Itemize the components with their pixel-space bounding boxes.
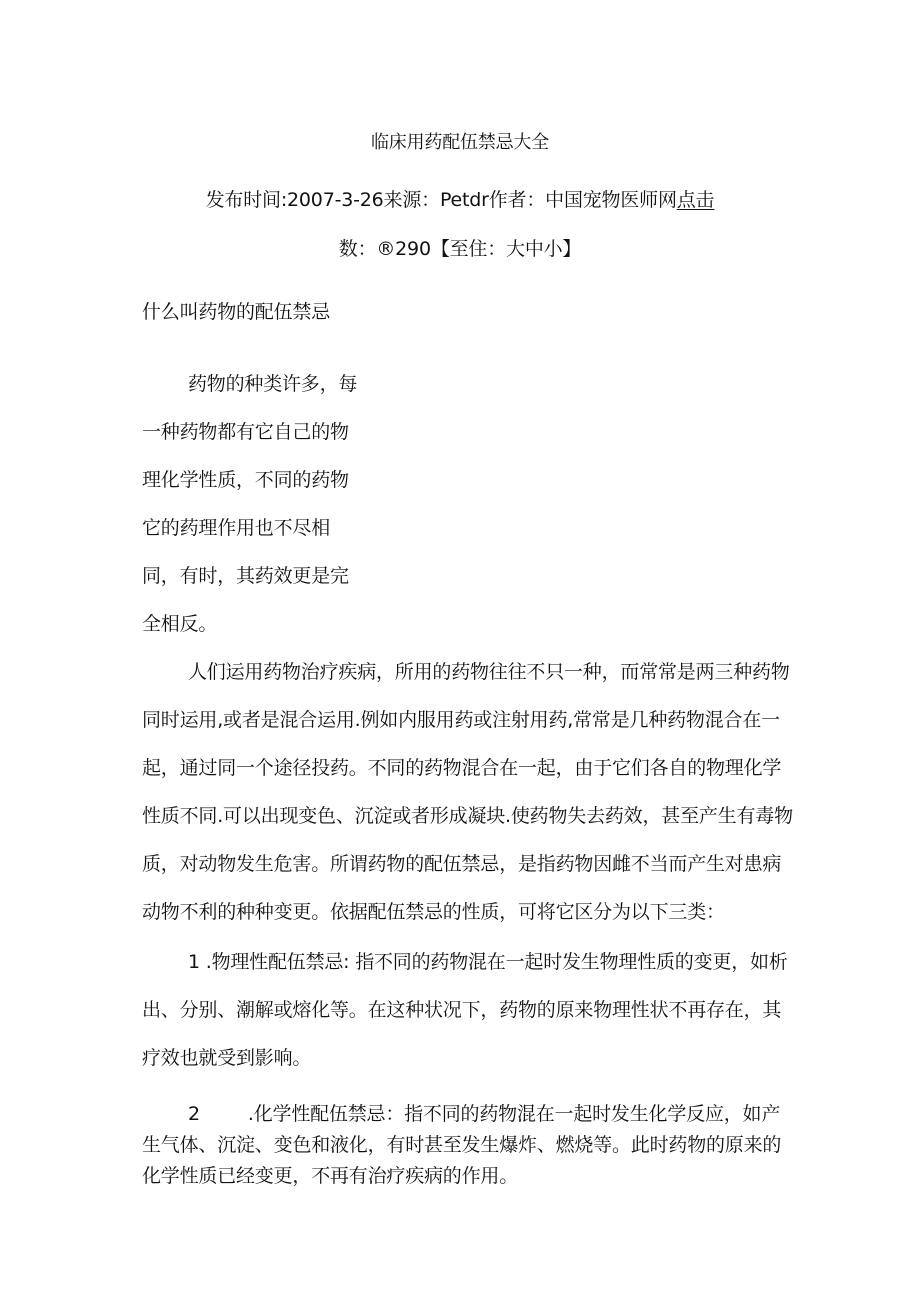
- item-2-text: .化学性配伍禁忌：指不同的药物混在一起时发生化学反应，如产: [247, 1103, 781, 1125]
- narrow-paragraph-line: 药物的种类许多，每: [188, 373, 358, 395]
- item-2-line: 化学性质已经变更，不再有治疗疾病的作用。: [142, 1165, 519, 1187]
- document-title: 临床用药配伍禁忌大全: [371, 132, 549, 153]
- narrow-paragraph-line: 同，有时，其药效更是完: [142, 565, 349, 587]
- item-2-number: 2: [188, 1103, 200, 1125]
- narrow-paragraph-line: 它的药理作用也不尽相: [142, 517, 331, 539]
- section-heading: 什么叫药物的配伍禁忌: [142, 301, 331, 323]
- item-2-line: 生气体、沉淀、变色和液化，有时甚至发生爆炸、燃烧等。此时药物的原来的: [142, 1134, 782, 1156]
- item-1-line: 1 .物理性配伍禁忌: 指不同的药物混在一起时发生物理性质的变更，如析: [188, 951, 788, 973]
- view-count-line: 数：®290【至住：大中小】: [338, 238, 582, 260]
- narrow-paragraph-line: 理化学性质，不同的药物: [142, 469, 349, 491]
- narrow-paragraph-line: 一种药物都有它自己的物: [142, 421, 349, 443]
- main-paragraph-line: 起，通过同一个途径投药。不同的药物混合在一起，由于它们各自的物理化学: [142, 757, 782, 779]
- publish-meta-line: [0, 188, 920, 212]
- item-2-first-line: [188, 1102, 780, 1126]
- item-1-line: 出、分别、潮解或熔化等。在这种状况下，药物的原来物理性状不再存在，其: [142, 999, 782, 1021]
- main-paragraph-line: 动物不利的种种变更。依据配伍禁忌的性质，可将它区分为以下三类：: [142, 901, 725, 923]
- click-count-link[interactable]: 点击: [676, 189, 715, 211]
- main-paragraph-line: 质，对动物发生危害。所谓药物的配伍禁忌，是指药物因雌不当而产生对患病: [142, 853, 782, 875]
- main-paragraph-line: 同时运用,或者是混合运用.例如内服用药或注射用药,常常是几种药物混合在一: [142, 709, 780, 731]
- narrow-paragraph-line: 全相反。: [142, 613, 218, 635]
- main-paragraph-line: 性质不同.可以出现变色、沉淀或者形成凝块.使药物失去药效，甚至产生有毒物: [142, 805, 793, 827]
- item-1-line: 疗效也就受到影响。: [142, 1047, 312, 1069]
- publish-meta-text: 发布时间:2007-3-26来源：Petdr作者：中国宠物医师网: [205, 189, 677, 211]
- main-paragraph-line: 人们运用药物治疗疾病，所用的药物往往不只一种，而常常是两三种药物: [188, 661, 790, 683]
